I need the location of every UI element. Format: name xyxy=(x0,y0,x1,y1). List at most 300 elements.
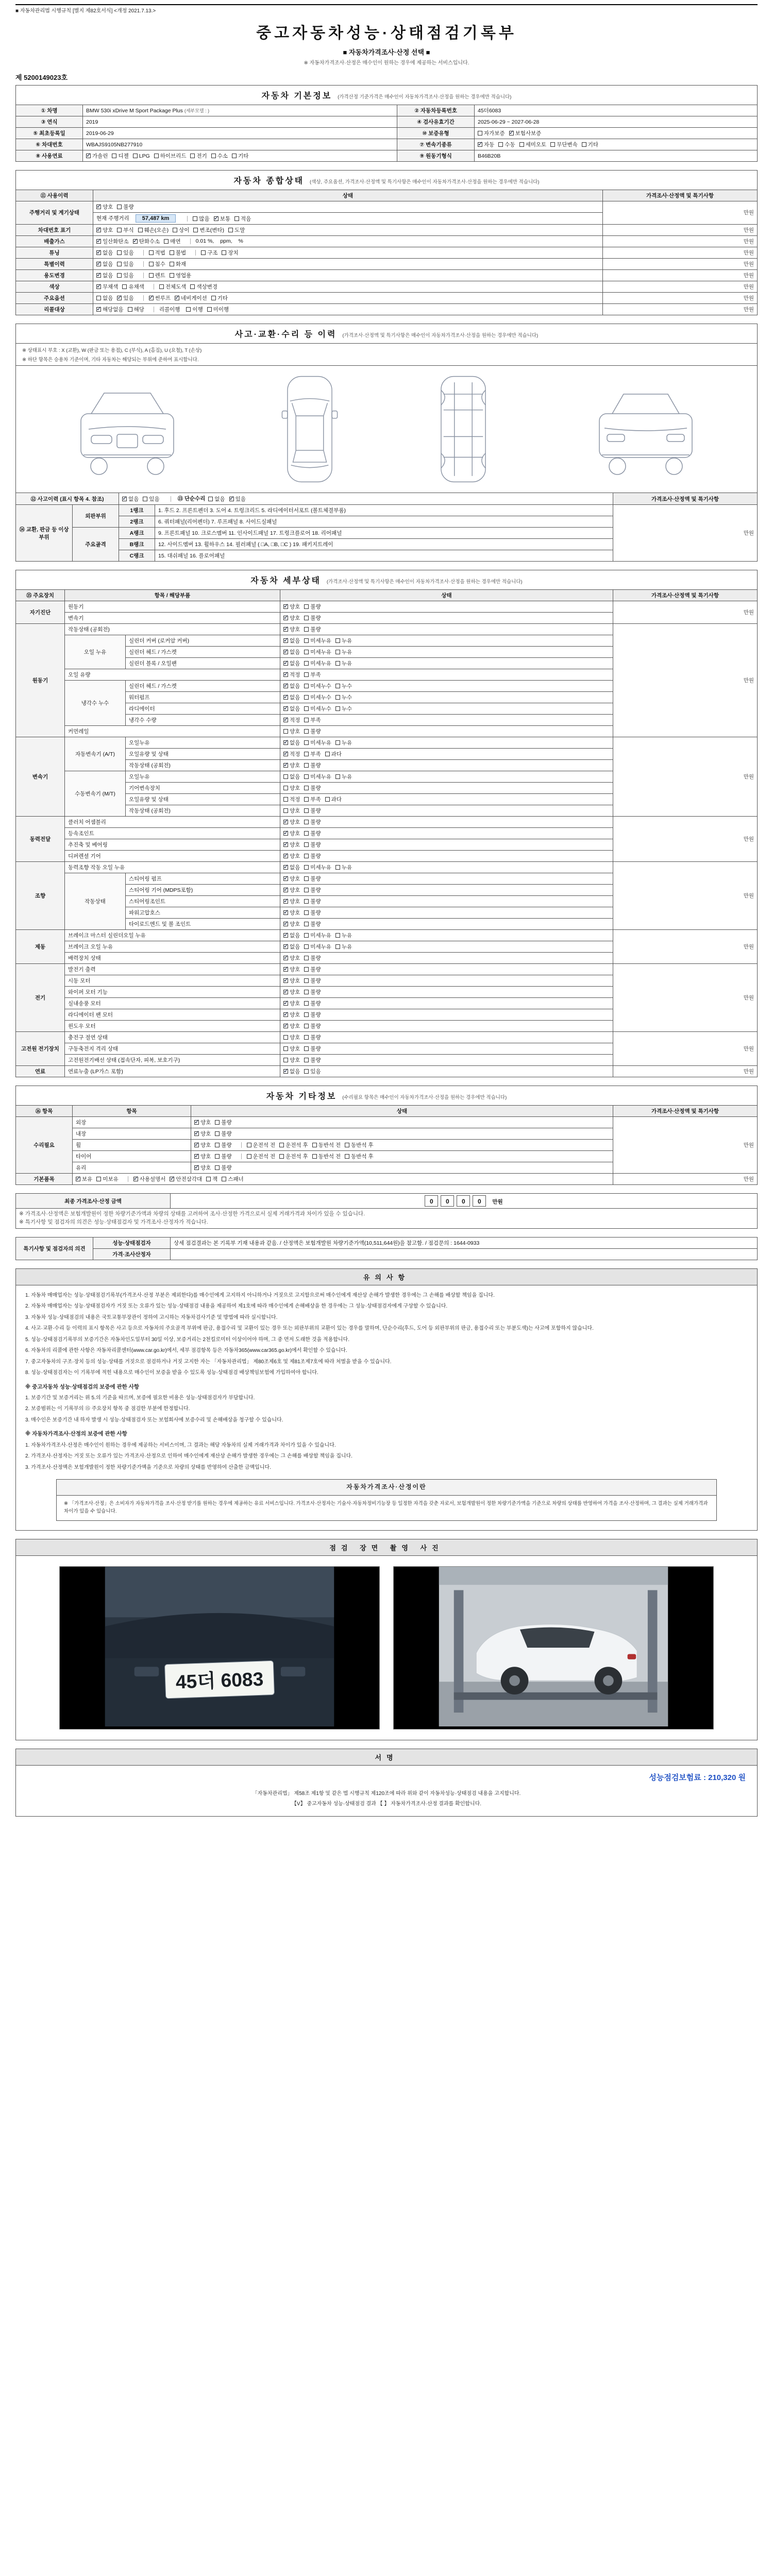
checkbox-양호[interactable] xyxy=(283,1056,300,1064)
notices-pricing-list xyxy=(25,1442,748,1472)
checkbox-불량[interactable] xyxy=(304,875,321,883)
checkbox-box xyxy=(229,497,234,501)
checkbox-있음[interactable] xyxy=(117,260,133,268)
checkbox-불량[interactable] xyxy=(304,965,321,973)
checkbox-label: 화재 xyxy=(175,261,187,267)
checkbox-box xyxy=(312,1154,317,1159)
checkbox-있음[interactable] xyxy=(304,1067,321,1075)
detail-item: 실내송풍 모터 xyxy=(65,998,280,1009)
checkbox-box xyxy=(96,205,101,209)
checkbox-많음[interactable] xyxy=(193,215,209,223)
checkbox-양호[interactable] xyxy=(283,603,300,611)
checkbox-디젤[interactable] xyxy=(112,152,128,160)
checkbox-있음[interactable] xyxy=(229,495,246,503)
checkbox-양호[interactable] xyxy=(283,841,300,849)
checkbox-box xyxy=(208,497,213,501)
checkbox-양호[interactable] xyxy=(194,1164,211,1172)
checkbox-box xyxy=(283,604,288,609)
checkbox-label: 보유 xyxy=(82,1176,93,1183)
checkbox-label: 탄화수소 xyxy=(139,238,160,245)
checkbox-불량[interactable] xyxy=(304,897,321,905)
checkbox-침수[interactable] xyxy=(149,260,165,268)
checkbox-미세누유[interactable] xyxy=(304,943,331,951)
exchange-rank-rows xyxy=(16,505,758,562)
checkbox-운전석 전[interactable] xyxy=(247,1153,276,1160)
checkbox-없음[interactable] xyxy=(283,1067,300,1075)
checkbox-하이브리드[interactable] xyxy=(154,152,187,160)
checkbox-없음[interactable] xyxy=(283,773,300,781)
checkbox-양호[interactable] xyxy=(283,988,300,996)
checkbox-없음[interactable] xyxy=(96,272,113,279)
checkbox-미보유[interactable] xyxy=(96,1175,118,1183)
checkbox-양호[interactable] xyxy=(96,203,113,211)
checkbox-없음[interactable] xyxy=(283,682,300,690)
checkbox-부족[interactable] xyxy=(304,671,321,679)
checkbox-불량[interactable] xyxy=(304,603,321,611)
checkbox-양호[interactable] xyxy=(194,1141,211,1149)
checkbox-적정[interactable] xyxy=(283,795,300,803)
checkbox-양호[interactable] xyxy=(283,999,300,1007)
checkbox-box xyxy=(304,831,309,836)
checkbox-미세누수[interactable] xyxy=(304,693,331,701)
checkbox-전체도색[interactable] xyxy=(159,283,187,291)
checkbox-있음[interactable] xyxy=(143,495,159,503)
checkbox-box xyxy=(304,1058,309,1062)
detail-row xyxy=(16,624,758,635)
checkbox-누수[interactable] xyxy=(335,693,352,701)
detail-item: 실린더 헤드 / 가스켓 xyxy=(126,647,280,658)
checkbox-불법[interactable] xyxy=(170,249,186,257)
checkbox-적정[interactable] xyxy=(283,671,300,679)
checkbox-상이[interactable] xyxy=(173,226,189,234)
checkbox-부식[interactable] xyxy=(117,226,133,234)
checkbox-미세누유[interactable] xyxy=(304,739,331,747)
checkbox-없음[interactable] xyxy=(96,249,113,257)
checkbox-탄화수소[interactable] xyxy=(133,238,160,245)
checkbox-없음[interactable] xyxy=(96,294,113,302)
checkbox-잭[interactable] xyxy=(206,1175,217,1183)
checkbox-box xyxy=(247,1154,251,1159)
section-title-basic: 자동차 기본정보 xyxy=(261,92,332,100)
checkbox-불량[interactable] xyxy=(304,977,321,985)
detail-state xyxy=(280,1009,613,1021)
checkbox-label: 과다 xyxy=(331,751,342,758)
checkbox-label: 운전석 후 xyxy=(285,1154,308,1160)
notice-item: 3. 매수인은 보증기간 내 하자 발생 시 성능·상태점검자 또는 보험회사에 보증수리 및 손해배상을 청구할 수 있습니다. xyxy=(25,1417,283,1423)
checkbox-box xyxy=(222,250,226,255)
checkbox-없음[interactable] xyxy=(96,260,113,268)
checkbox-도말[interactable] xyxy=(228,226,245,234)
checkbox-box xyxy=(304,922,309,926)
checkbox-불량[interactable] xyxy=(304,988,321,996)
checkbox-양호[interactable] xyxy=(283,920,300,928)
notices-pricing-title: ※ 자동차가격조사·산정의 보증에 관한 사항 xyxy=(25,1431,127,1437)
checkbox-미세누수[interactable] xyxy=(304,705,331,713)
checkbox-불량[interactable] xyxy=(215,1141,231,1149)
checkbox-양호[interactable] xyxy=(283,818,300,826)
checkbox-적음[interactable] xyxy=(234,215,251,223)
checkbox-누유[interactable] xyxy=(335,863,352,871)
checkbox-label: 불량 xyxy=(310,785,321,792)
car-diagrams xyxy=(19,367,754,491)
checkbox-적법[interactable] xyxy=(149,249,165,257)
checkbox-label: 없음 xyxy=(290,944,300,951)
checkbox-box xyxy=(509,131,514,135)
detail-state xyxy=(280,987,613,998)
checkbox-label: 없음 xyxy=(128,496,139,503)
checkbox-양호[interactable] xyxy=(283,965,300,973)
label-warranty: ⑩ 보증유형 xyxy=(397,128,475,139)
checkbox-썬루프[interactable] xyxy=(149,294,171,302)
checkbox-box xyxy=(215,1143,220,1147)
checkbox-box xyxy=(304,616,309,620)
checkbox-운전석 후[interactable] xyxy=(279,1141,308,1149)
checkbox-화재[interactable] xyxy=(170,260,186,268)
checkbox-label: 있음 xyxy=(235,496,246,503)
checkbox-무채색[interactable] xyxy=(96,283,118,291)
checkbox-불량[interactable] xyxy=(304,999,321,1007)
checkbox-부족[interactable] xyxy=(304,795,321,803)
checkbox-안전삼각대[interactable] xyxy=(170,1175,202,1183)
notice-item: 3. 자동차 성능·상태점검의 내용은 국토교통부장관이 정하여 고시하는 자동차검사기준 및 방법에 따라 실시합니다. xyxy=(25,1314,278,1320)
checkbox-불량[interactable] xyxy=(304,829,321,837)
checkbox-네비게이션[interactable] xyxy=(175,294,207,302)
checkbox-동반석 후[interactable] xyxy=(345,1153,374,1160)
checkbox-불량[interactable] xyxy=(304,1022,321,1030)
checkbox-없음[interactable] xyxy=(122,495,139,503)
checkbox-불량[interactable] xyxy=(304,1033,321,1041)
checkbox-box xyxy=(159,284,164,289)
checkbox-기타[interactable] xyxy=(211,294,228,302)
checkbox-동반석 후[interactable] xyxy=(345,1141,374,1149)
checkbox-label: 운전석 전 xyxy=(253,1154,276,1160)
etc-row xyxy=(16,1117,758,1128)
checkbox-box xyxy=(304,786,309,790)
checkbox-label: 없음 xyxy=(290,706,300,713)
checkbox-양호[interactable] xyxy=(283,1011,300,1019)
rank-name: A랭크 xyxy=(119,528,155,539)
checkbox-양호[interactable] xyxy=(194,1130,211,1138)
checkbox-누유[interactable] xyxy=(335,739,352,747)
checkbox-없음[interactable] xyxy=(283,659,300,667)
device-group: 조향 xyxy=(16,862,65,930)
checkbox-과다[interactable] xyxy=(325,750,342,758)
detail-state xyxy=(280,862,613,873)
checkbox-불량[interactable] xyxy=(304,1011,321,1019)
checkbox-불량[interactable] xyxy=(304,807,321,815)
checkbox-일산화탄소[interactable] xyxy=(96,238,129,245)
checkbox-불량[interactable] xyxy=(215,1130,231,1138)
checkbox-불량[interactable] xyxy=(304,852,321,860)
checkbox-불량[interactable] xyxy=(304,614,321,622)
checkbox-기타[interactable] xyxy=(232,152,248,160)
checkbox-누유[interactable] xyxy=(335,931,352,939)
inline-text: 0.01 %, xyxy=(195,238,214,244)
checkbox-불량[interactable] xyxy=(215,1164,231,1172)
checkbox-미세누유[interactable] xyxy=(304,863,331,871)
checkbox-스패너[interactable] xyxy=(222,1175,243,1183)
checkbox-없음[interactable] xyxy=(283,943,300,951)
notice-item: 4. 사고·교환·수리 등 이력의 표시 항목은 사고 등으로 자동차의 주요골격 부위에 판금, 용접수리 및 교환이 있는 경우 또는 외판부위의 교환이 있는 경우를 말하며, 단순수리(후드, 도어 등 외판부위의 판금, 용접수리 또는 부분도색)는 사고에 포함하지 않습니다. xyxy=(25,1326,594,1332)
checkbox-box xyxy=(304,604,309,609)
checkbox-label: 불량 xyxy=(310,1046,321,1053)
checkbox-label: 누수 xyxy=(341,694,352,701)
checkbox-운전석 전[interactable] xyxy=(247,1141,276,1149)
checkbox-box xyxy=(304,706,309,711)
checkbox-있음[interactable] xyxy=(117,272,133,279)
label-reg-no: ② 자동차등록번호 xyxy=(397,105,475,116)
checkbox-box xyxy=(283,627,288,632)
checkbox-양호[interactable] xyxy=(283,954,300,962)
checkbox-적정[interactable] xyxy=(283,750,300,758)
checkbox-불량[interactable] xyxy=(304,954,321,962)
checkbox-없음[interactable] xyxy=(283,648,300,656)
checkbox-label: 불량 xyxy=(310,626,321,633)
checkbox-양호[interactable] xyxy=(283,829,300,837)
checkbox-양호[interactable] xyxy=(283,909,300,917)
checkbox-없음[interactable] xyxy=(283,739,300,747)
row-state xyxy=(93,303,603,315)
overall-row xyxy=(16,281,758,292)
checkbox-불량[interactable] xyxy=(304,625,321,633)
checkbox-양호[interactable] xyxy=(283,1033,300,1041)
checkbox-box xyxy=(133,154,138,158)
price-cell: 만원 xyxy=(613,1066,758,1077)
checkbox-무단변속[interactable] xyxy=(550,141,578,148)
checkbox-누수[interactable] xyxy=(335,705,352,713)
checkbox-label: 있음 xyxy=(310,1069,321,1075)
checkbox-영업용[interactable] xyxy=(170,272,191,279)
checkbox-자동[interactable] xyxy=(478,141,494,148)
checkbox-누유[interactable] xyxy=(335,637,352,645)
checkbox-LPG[interactable] xyxy=(133,153,150,159)
checkbox-불량[interactable] xyxy=(304,909,321,917)
checkbox-세미오토[interactable] xyxy=(519,141,547,148)
checkbox-양호[interactable] xyxy=(283,727,300,735)
checkbox-양호[interactable] xyxy=(283,886,300,894)
checkbox-양호[interactable] xyxy=(283,1022,300,1030)
checkbox-사용설명서[interactable] xyxy=(133,1175,166,1183)
checkbox-양호[interactable] xyxy=(283,784,300,792)
checkbox-box xyxy=(190,154,195,158)
checkbox-해당[interactable] xyxy=(128,306,144,313)
checkbox-자가보증[interactable] xyxy=(478,129,505,137)
checkbox-해당없음[interactable] xyxy=(96,306,124,313)
checkbox-양호[interactable] xyxy=(283,977,300,985)
checkbox-box xyxy=(304,910,309,915)
checkbox-label: 없음 xyxy=(290,649,300,656)
checkbox-색상변경[interactable] xyxy=(190,283,217,291)
detail-header-item: 항목 / 해당부품 xyxy=(65,590,280,601)
checkbox-없음[interactable] xyxy=(283,693,300,701)
checkbox-label: 수동 xyxy=(505,142,515,148)
checkbox-label: 양호 xyxy=(200,1131,211,1138)
checkbox-불량[interactable] xyxy=(117,203,133,211)
detail-state xyxy=(280,828,613,839)
checkbox-미세누유[interactable] xyxy=(304,773,331,781)
checkbox-보유[interactable] xyxy=(76,1175,92,1183)
checkbox-양호[interactable] xyxy=(283,614,300,622)
checkbox-불량[interactable] xyxy=(215,1118,231,1126)
checkbox-부족[interactable] xyxy=(304,750,321,758)
detail-item: 작동상태 (공회전) xyxy=(126,805,280,817)
checkbox-변조(변타)[interactable] xyxy=(193,226,224,234)
divider xyxy=(143,273,144,278)
row-label: 튜닝 xyxy=(16,247,93,258)
checkbox-불량[interactable] xyxy=(304,818,321,826)
checkbox-양호[interactable] xyxy=(283,897,300,905)
checkbox-box xyxy=(304,1001,309,1006)
checkbox-불량[interactable] xyxy=(304,920,321,928)
detail-state xyxy=(280,760,613,771)
row-label: 배출가스 xyxy=(16,235,93,247)
checkbox-가솔린[interactable] xyxy=(86,152,108,160)
checkbox-부족[interactable] xyxy=(304,716,321,724)
checkbox-유채색[interactable] xyxy=(122,283,144,291)
checkbox-불량[interactable] xyxy=(304,1045,321,1053)
checkbox-수동[interactable] xyxy=(498,141,515,148)
checkbox-양호[interactable] xyxy=(194,1153,211,1160)
section-note-detail: (가격조사·산정액 및 특기사항은 매수인이 자동차가격조사·산정을 원하는 경우에만 적습니다) xyxy=(326,579,523,585)
checkbox-box xyxy=(335,684,340,688)
detail-state xyxy=(280,681,613,692)
price-cell: 만원 xyxy=(602,292,757,303)
checkbox-양호[interactable] xyxy=(283,852,300,860)
checkbox-불량[interactable] xyxy=(304,761,321,769)
checkbox-미이행[interactable] xyxy=(207,306,229,313)
price-cell: 만원 xyxy=(602,201,757,225)
checkbox-렌트[interactable] xyxy=(149,272,165,279)
checkbox-box xyxy=(304,899,309,904)
checkbox-이행[interactable] xyxy=(186,306,203,313)
checkbox-누유[interactable] xyxy=(335,943,352,951)
checkbox-box xyxy=(170,273,174,278)
checkbox-label: 미보유 xyxy=(103,1176,119,1183)
checkbox-동반석 전[interactable] xyxy=(312,1153,341,1160)
checkbox-box xyxy=(519,142,524,147)
etc-group: 기본품목 xyxy=(16,1174,73,1185)
row-label: 특별이력 xyxy=(16,258,93,269)
checkbox-불량[interactable] xyxy=(304,784,321,792)
checkbox-없음[interactable] xyxy=(283,931,300,939)
device-subgroup: 자동변속기 (A/T) xyxy=(65,737,126,771)
checkbox-불량[interactable] xyxy=(304,1056,321,1064)
checkbox-과다[interactable] xyxy=(325,795,342,803)
checkbox-불량[interactable] xyxy=(304,727,321,735)
checkbox-양호[interactable] xyxy=(283,625,300,633)
checkbox-label: 있음 xyxy=(123,249,134,256)
detail-state xyxy=(280,703,613,715)
checkbox-훼손(오손)[interactable] xyxy=(138,226,169,234)
checkbox-불량[interactable] xyxy=(215,1153,231,1160)
checkbox-운전석 후[interactable] xyxy=(279,1153,308,1160)
checkbox-매연[interactable] xyxy=(164,238,180,245)
checkbox-label: 유채색 xyxy=(128,283,144,290)
checkbox-양호[interactable] xyxy=(194,1118,211,1126)
detail-state xyxy=(280,1066,613,1077)
used-car-inspection-record xyxy=(15,4,758,1817)
checkbox-box xyxy=(304,933,309,938)
checkbox-기타[interactable] xyxy=(582,141,598,148)
checkbox-누유[interactable] xyxy=(335,648,352,656)
checkbox-없음[interactable] xyxy=(283,705,300,713)
checkbox-양호[interactable] xyxy=(283,807,300,815)
checkbox-label: 불량 xyxy=(310,1001,321,1007)
checkbox-box xyxy=(206,1177,211,1181)
checkbox-양호[interactable] xyxy=(283,761,300,769)
checkbox-label: 양호 xyxy=(290,921,300,928)
checkbox-미세누유[interactable] xyxy=(304,931,331,939)
checkbox-있음[interactable] xyxy=(117,249,133,257)
checkbox-미세누유[interactable] xyxy=(304,659,331,667)
checkbox-적정[interactable] xyxy=(283,716,300,724)
row-state xyxy=(93,235,603,247)
checkbox-label: 보통 xyxy=(220,215,230,222)
checkbox-양호[interactable] xyxy=(283,875,300,883)
checkbox-box xyxy=(175,296,179,300)
checkbox-누유[interactable] xyxy=(335,659,352,667)
checkbox-label: 없음 xyxy=(290,740,300,747)
checkbox-label: 없음 xyxy=(290,933,300,939)
notice-item: 1. 자동차가격조사·산정은 매수인이 원하는 경우에 제공하는 서비스이며, 그 결과는 해당 자동차의 실제 거래가격과 차이가 있을 수 있습니다. xyxy=(25,1442,336,1448)
checkbox-없음[interactable] xyxy=(283,863,300,871)
price-cell: 만원 xyxy=(602,281,757,292)
checkbox-box xyxy=(304,752,309,756)
checkbox-불량[interactable] xyxy=(304,841,321,849)
checkbox-box xyxy=(335,740,340,745)
detail-item: 실린더 블록 / 오일팬 xyxy=(126,658,280,669)
section-note-overall: (색상, 주요옵션, 가격조사·산정액 및 특기사항은 매수인이 자동차가격조사·산정을 원하는 경우에만 적습니다) xyxy=(310,179,540,185)
checkbox-전기[interactable] xyxy=(190,152,207,160)
checkbox-label: 불량 xyxy=(310,899,321,905)
checkbox-미세누유[interactable] xyxy=(304,648,331,656)
notice-item: 8. 성능·상태점검자는 이 기록부에 적힌 내용으로 매수인이 보증을 받을 수 있도록 성능·상태점검 배상책임보험에 가입하여야 합니다. xyxy=(25,1370,318,1376)
checkbox-box xyxy=(345,1143,349,1147)
checkbox-없음[interactable] xyxy=(208,495,225,503)
checkbox-미세누수[interactable] xyxy=(304,682,331,690)
checkbox-box xyxy=(211,154,216,158)
checkbox-box xyxy=(194,1120,199,1125)
checkbox-box xyxy=(283,1058,288,1062)
detail-item: 추진축 및 베어링 xyxy=(65,839,280,851)
checkbox-label: 미세누유 xyxy=(310,649,331,656)
checkbox-없음[interactable] xyxy=(283,637,300,645)
checkbox-장치[interactable] xyxy=(222,249,238,257)
row-label: 차대번호 표기 xyxy=(16,224,93,235)
checkbox-양호[interactable] xyxy=(283,1045,300,1053)
checkbox-보통[interactable] xyxy=(214,215,230,223)
checkbox-있음[interactable] xyxy=(117,294,133,302)
checkbox-보험사보증[interactable] xyxy=(509,129,542,137)
checkbox-미세누유[interactable] xyxy=(304,637,331,645)
checkbox-label: 없음 xyxy=(103,272,113,279)
checkbox-label: 자동 xyxy=(484,142,495,148)
checkbox-box xyxy=(96,284,101,289)
checkbox-구조[interactable] xyxy=(201,249,217,257)
checkbox-불량[interactable] xyxy=(304,886,321,894)
checkbox-양호[interactable] xyxy=(96,226,113,234)
checkbox-동반석 전[interactable] xyxy=(312,1141,341,1149)
label-car-name: ① 차명 xyxy=(16,105,83,116)
checkbox-box xyxy=(335,944,340,949)
checkbox-누수[interactable] xyxy=(335,682,352,690)
state-code-legend: ※ 상태표시 부호 : X (교환), W (판금 또는 용접), C (부식), A (흠집), U (요철), T (손상) xyxy=(22,348,202,354)
final-price-unit: 만원 xyxy=(492,1199,503,1206)
checkbox-box xyxy=(138,228,143,232)
divider xyxy=(195,250,196,256)
checkbox-수소[interactable] xyxy=(211,152,228,160)
checkbox-누유[interactable] xyxy=(335,773,352,781)
